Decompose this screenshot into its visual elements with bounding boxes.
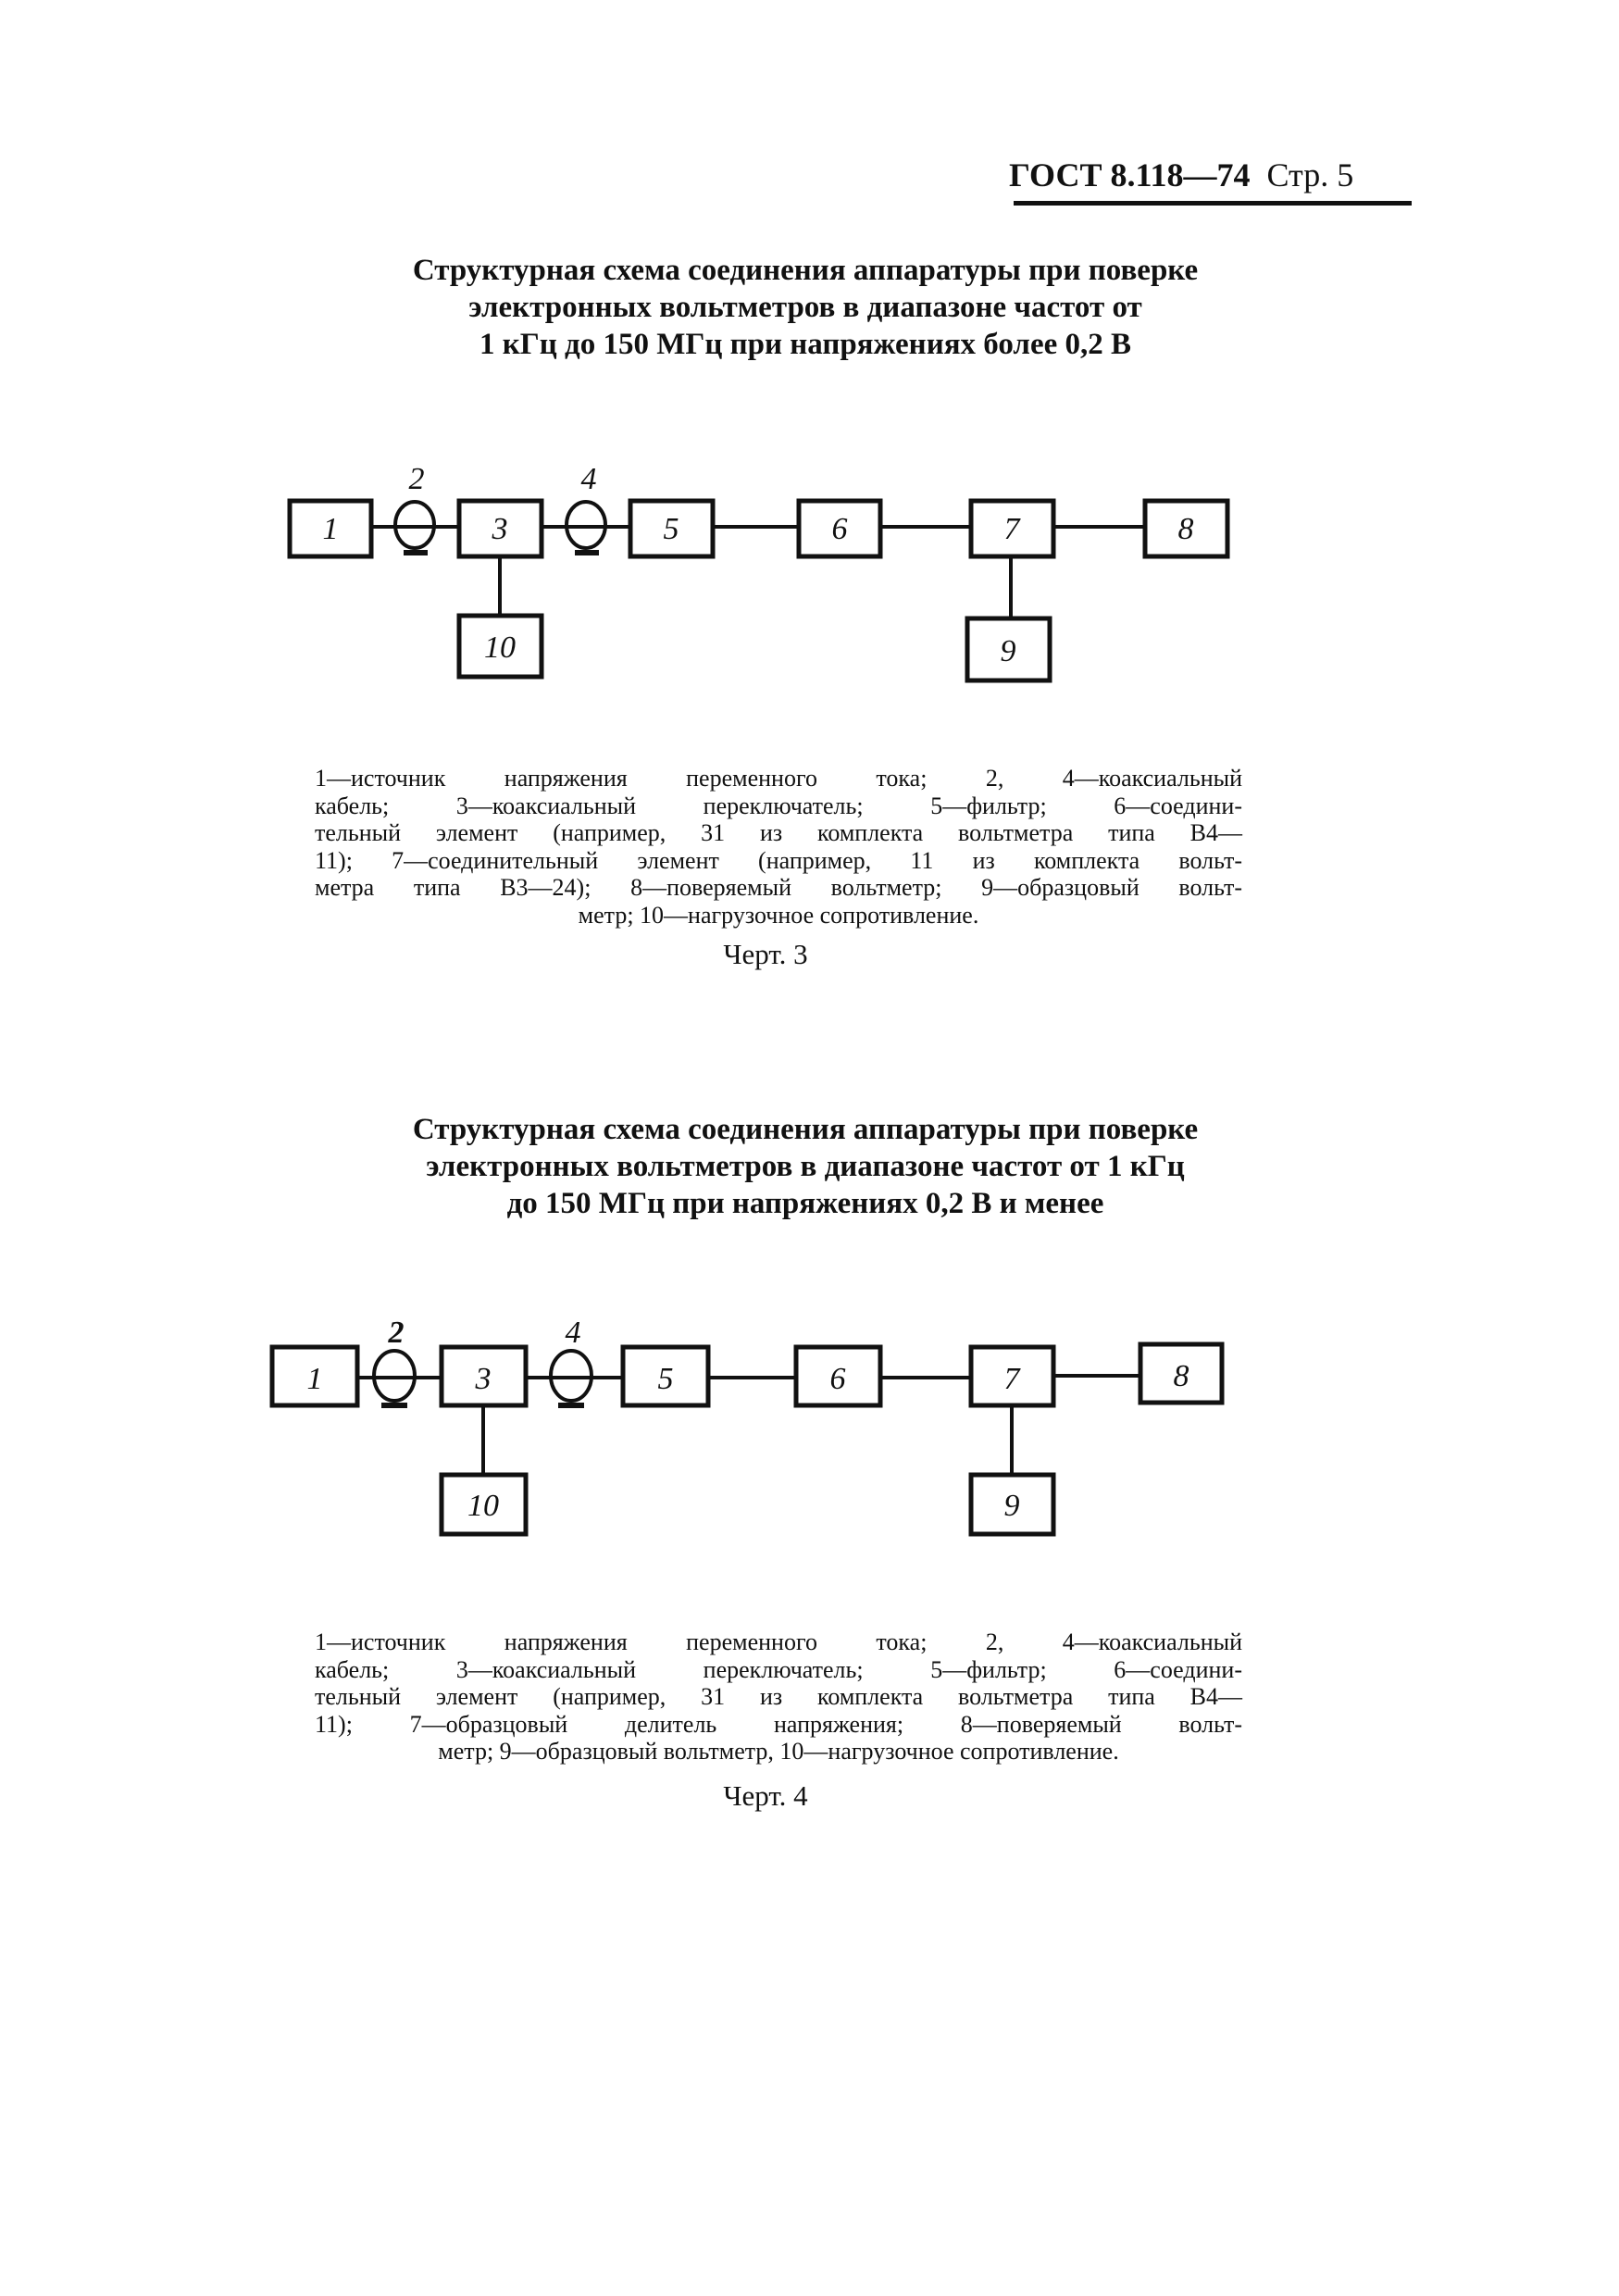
block-label: 9 (1000, 634, 1016, 668)
figure3-legend (315, 765, 1242, 929)
legend-line: 1—источник напряжения переменного тока; 2, 4—коаксиальный (315, 1628, 1242, 1655)
figure3-caption: Черт. 3 (723, 938, 808, 970)
block-label: 6 (831, 512, 848, 546)
legend-line: метра типа В3—24); 8—поверяемый вольтметр; 9—образцовый вольт- (315, 874, 1242, 901)
figure4-labels (307, 1316, 1189, 1523)
legend-line: 1—источник напряжения переменного тока; 2, 4—коаксиальный (315, 765, 1242, 792)
legend-line: метр; 10—нагрузочное сопротивление. (578, 901, 979, 929)
block-label: 1 (322, 512, 339, 546)
block-label: 6 (829, 1362, 846, 1396)
legend-line: кабель; 3—коаксиальный переключатель; 5—фильтр; 6—соедини- (315, 792, 1242, 819)
block-label: 3 (492, 512, 508, 546)
legend-line: кабель; 3—коаксиальный переключатель; 5—фильтр; 6—соедини- (315, 1655, 1242, 1683)
legend-line: тельный элемент (например, 31 из комплекта вольтметра типа В4— (315, 1683, 1242, 1710)
block-label: 5 (663, 512, 679, 546)
title-line: электронных вольтметров в диапазоне частот от 1 кГц (426, 1150, 1185, 1183)
cable-label: 4 (580, 462, 597, 496)
cable-label: 2 (408, 462, 425, 496)
cable-label: 4 (565, 1316, 581, 1350)
figure4-caption: Черт. 4 (723, 1779, 808, 1812)
block-label: 3 (475, 1362, 492, 1396)
title-line: до 150 МГц при напряжениях 0,2 В и менее (506, 1187, 1104, 1220)
block-label: 9 (1003, 1489, 1020, 1523)
legend-line: метр; 9—образцовый вольтметр, 10—нагрузочное сопротивление. (438, 1738, 1119, 1765)
block-label: 5 (657, 1362, 674, 1396)
figure4-diagram (272, 1344, 1222, 1534)
legend-line: 11); 7—соединительный элемент (например, 11 из комплекта вольт- (315, 846, 1242, 874)
cable-label: 2 (388, 1316, 405, 1350)
title-line: Структурная схема соединения аппаратуры при поверке (412, 254, 1199, 287)
block-label: 10 (467, 1489, 499, 1523)
figure3-labels (323, 462, 1194, 668)
block-label: 7 (1003, 1362, 1020, 1396)
legend-line: тельный элемент (например, 31 из комплекта вольтметра типа В4— (315, 819, 1242, 846)
block-label: 7 (1003, 512, 1020, 546)
title-line: электронных вольтметров в диапазоне частот от (468, 291, 1142, 324)
block-label: 8 (1173, 1359, 1189, 1393)
document-number: ГОСТ 8.118—74 (1009, 156, 1251, 193)
title-line: 1 кГц до 150 МГц при напряжениях более 0,2 В (479, 328, 1132, 361)
block-label: 1 (306, 1362, 323, 1396)
legend-line: 11); 7—образцовый делитель напряжения; 8—поверяемый вольт- (315, 1710, 1242, 1738)
figure3-diagram (290, 501, 1227, 680)
page-number: Стр. 5 (1266, 156, 1354, 193)
figure4-legend (315, 1628, 1242, 1766)
block-label: 8 (1177, 512, 1194, 546)
figure4-title (231, 1111, 1379, 1222)
block-label: 10 (484, 630, 516, 665)
title-line: Структурная схема соединения аппаратуры при поверке (412, 1113, 1199, 1146)
